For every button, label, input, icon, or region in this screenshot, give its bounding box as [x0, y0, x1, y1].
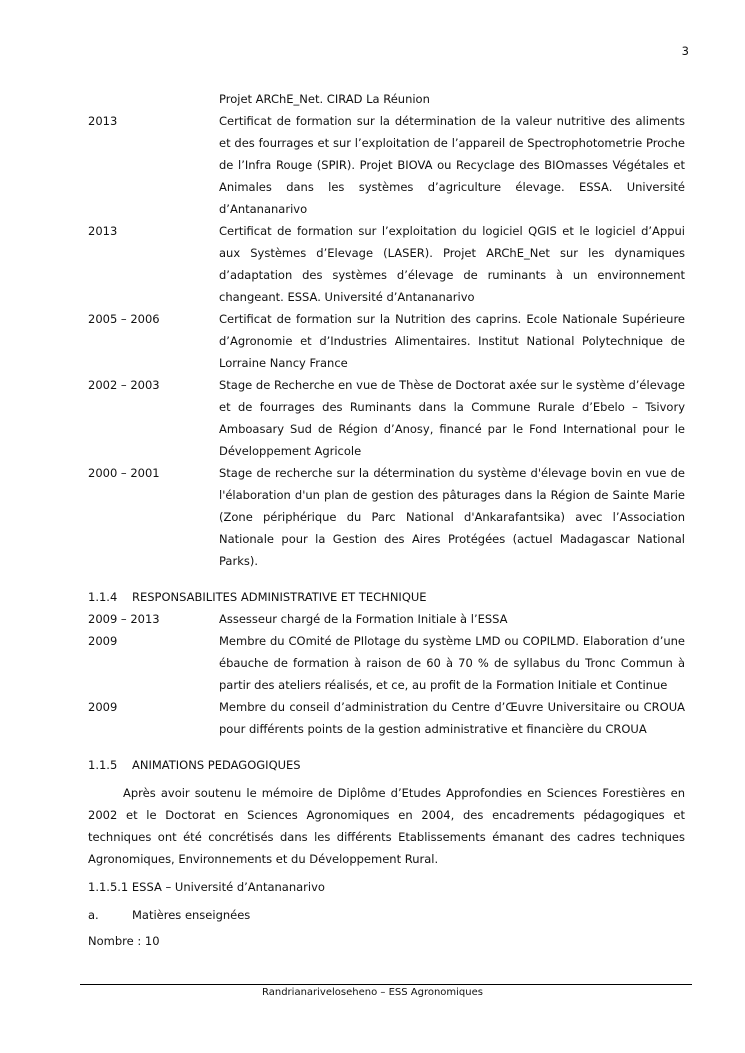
entry-text: Stage de Recherche en vue de Thèse de Doctorat axée sur le système d’élevage et de fourrages des Ruminants dans la Commune Rurale d’Ebelo – Tsivory Amboasary Sud de Région d’Anosy, financé par le Fond International pour le Développement Agricole	[219, 378, 685, 458]
footer-divider	[80, 984, 692, 985]
entry-text: Certificat de formation sur la Nutrition des caprins. Ecole Nationale Supérieure d’Agronomie et d’Industries Alimentaires. Institut National Polytechnique de Lorraine Nancy France	[219, 312, 685, 370]
entry-year: 2000 – 2001	[88, 466, 160, 480]
entry	[88, 220, 685, 308]
count-text: Nombre : 10	[88, 934, 160, 948]
entry	[88, 696, 685, 740]
entry	[88, 308, 685, 374]
entry-text: Assesseur chargé de la Formation Initiale à l’ESSA	[219, 612, 508, 626]
responsibilities-list	[88, 608, 685, 740]
entry-year: 2013	[88, 114, 118, 128]
entry-year: 2009 – 2013	[88, 612, 160, 626]
entry-year: 2005 – 2006	[88, 312, 160, 326]
entry-text: Membre du COmité de PIlotage du système LMD ou COPILMD. Elaboration d’une ébauche de formation à raison de 60 à 70 % de syllabus du Tronc Commun à partir des ateliers réalisés, et ce, au profit de la Formation Initiale et Continue	[219, 634, 685, 692]
entries-list	[88, 88, 685, 572]
section-heading-1-1-4	[88, 586, 685, 608]
list-item-a	[88, 904, 685, 926]
entry	[88, 88, 685, 110]
entry	[88, 462, 685, 572]
entry	[88, 110, 685, 220]
entry-year: 2009	[88, 700, 118, 714]
footer-text: Randrianariveloseheno – ESS Agronomiques	[262, 987, 483, 998]
section-number: 1.1.5	[88, 758, 118, 772]
section-heading-1-1-5	[88, 754, 685, 776]
entry	[88, 608, 685, 630]
page-number: 3	[681, 44, 689, 58]
item-text: Matières enseignées	[132, 908, 251, 922]
entry-text: Membre du conseil d’administration du Centre d’Œuvre Universitaire ou CROUA pour différents points de la gestion administrative et financière du CROUA	[219, 700, 685, 736]
entry-text: Projet ARChE_Net. CIRAD La Réunion	[219, 92, 430, 106]
item-letter: a.	[88, 908, 99, 922]
entry-year: 2009	[88, 634, 118, 648]
entry-text: Certificat de formation sur l’exploitation du logiciel QGIS et le logiciel d’Appui aux Systèmes d’Elevage (LASER). Projet ARChE_Net sur les dynamiques d’adaptation des systèmes d’élevage de ruminants à un environnement changeant. ESSA. Université d’Antananarivo	[219, 224, 685, 304]
document-body	[88, 88, 685, 952]
entry-year	[88, 88, 219, 110]
entry-text: Stage de recherche sur la détermination du système d'élevage bovin en vue de l'élaboration d'un plan de gestion des pâturages dans la Région de Sainte Marie (Zone périphérique du Parc National d'Ankarafantsika) avec l’Association Nationale pour la Gestion des Aires Protégées (actuel Madagascar National Parks).	[219, 466, 685, 568]
section-title: RESPONSABILITES ADMINISTRATIVE ET TECHNIQUE	[132, 590, 427, 604]
subsection-heading: 1.1.5.1 ESSA – Université d’Antananarivo	[88, 880, 325, 894]
entry	[88, 630, 685, 696]
entry-year: 2002 – 2003	[88, 378, 160, 392]
paragraph: Après avoir soutenu le mémoire de Diplôme d’Etudes Approfondies en Sciences Forestières en 2002 et le Doctorat en Sciences Agronomiques en 2004, des encadrements pédagogiques et techniques ont été concrétisés dans les différents Etablissements émanant des cadres techniques Agronomiques, Environnements et du Développement Rural.	[88, 786, 685, 866]
entry-year: 2013	[88, 224, 118, 238]
entry	[88, 374, 685, 462]
section-title: ANIMATIONS PEDAGOGIQUES	[132, 758, 301, 772]
section-number: 1.1.4	[88, 590, 118, 604]
entry-text: Certificat de formation sur la détermination de la valeur nutritive des aliments et des fourrages et sur l’exploitation de l’appareil de Spectrophotometrie Proche de l’Infra Rouge (SPIR). Projet BIOVA ou Recyclage des BIOmasses Végétales et Animales dans les systèmes d’agriculture élevage. ESSA. Université d’Antananarivo	[219, 114, 685, 216]
